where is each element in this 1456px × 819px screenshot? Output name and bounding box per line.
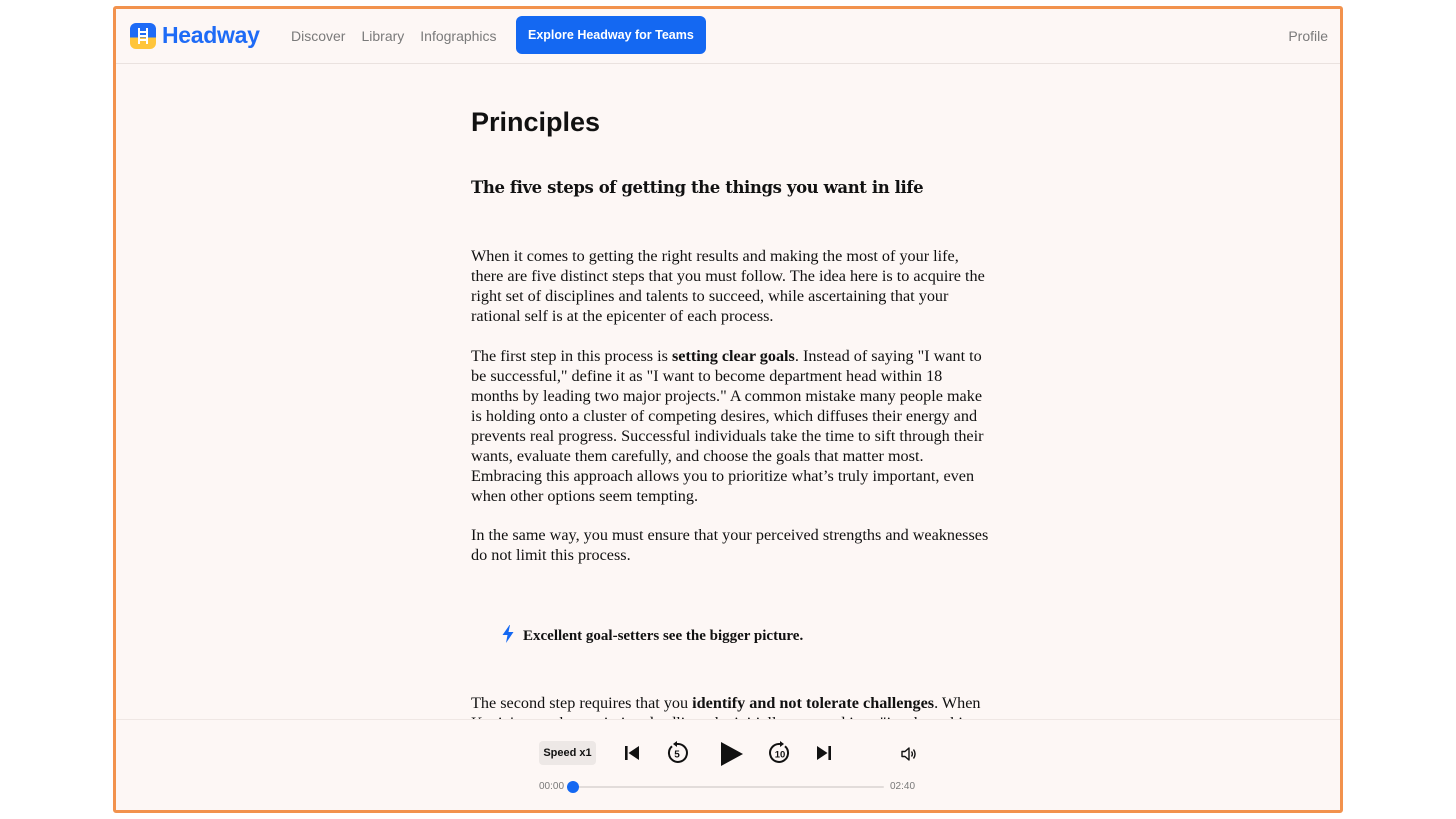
ladder-icon (130, 23, 156, 49)
brand-name: Headway (162, 22, 260, 48)
paragraph: When it comes to getting the right results and making the most of your life, there are five distinct steps that you must follow. The idea here is to acquire the right set of disciplines and talents to succeed, while ascertaining that your rational self is at the epicenter of each process. (471, 247, 985, 325)
skip-next-icon[interactable] (816, 745, 832, 766)
nav-profile[interactable]: Profile (1288, 28, 1328, 44)
app-window (113, 6, 1343, 813)
paragraph-text: The second step requires that you (471, 694, 693, 712)
rewind-seconds-label: 5 (674, 749, 680, 761)
paragraph-text: The first step in this process is (471, 347, 672, 365)
rewind-5-icon[interactable] (665, 741, 689, 770)
nav-library[interactable]: Library (361, 28, 405, 44)
nav-infographics[interactable]: Infographics (420, 28, 497, 44)
paragraph-highlight: setting clear goals (671, 347, 795, 365)
chapter-subtitle: The five steps of getting the things you want in life (471, 178, 924, 197)
forward-10-icon[interactable] (768, 741, 792, 770)
paragraph-text: . When (934, 694, 981, 712)
explore-teams-button[interactable]: Explore Headway for Teams (516, 16, 706, 54)
key-insight-callout (502, 625, 803, 648)
paragraph-highlight: identify and not tolerate challenges (692, 694, 935, 712)
forward-seconds-label: 10 (774, 749, 786, 761)
page-title: Principles (471, 107, 601, 137)
progress-track[interactable] (576, 786, 884, 788)
nav-discover[interactable]: Discover (291, 28, 346, 44)
current-time: 00:00 (539, 781, 565, 792)
play-icon[interactable] (717, 740, 745, 773)
audio-player (116, 719, 1340, 810)
top-navigation-bar (116, 9, 1340, 64)
paragraph-text: . Instead of saying "I want to be successful," define it as "I want to become department head within 18 months by leading two major projects." A common mistake many people make is holding onto a cluster of competing desires, which diffuses their energy and prevents real progress. Successful individuals take the time to sift through their wants, evaluate them carefully, and choose the goals that matter most. Embracing this approach allows you to prioritize what’s truly important, even when other options seem tempting. (471, 347, 984, 505)
main-nav (291, 9, 513, 63)
headway-logo[interactable] (130, 22, 260, 49)
speed-button[interactable]: Speed x1 (539, 741, 596, 765)
paragraph: In the same way, you must ensure that your perceived strengths and weaknesses do not limit this process. (471, 526, 989, 564)
paragraph (471, 346, 991, 506)
progress-handle[interactable] (567, 781, 579, 793)
skip-previous-icon[interactable] (624, 745, 640, 766)
lightning-icon (502, 625, 514, 648)
callout-text: Excellent goal-setters see the bigger picture. (523, 628, 804, 644)
volume-icon[interactable] (901, 746, 917, 767)
total-time: 02:40 (890, 781, 916, 792)
